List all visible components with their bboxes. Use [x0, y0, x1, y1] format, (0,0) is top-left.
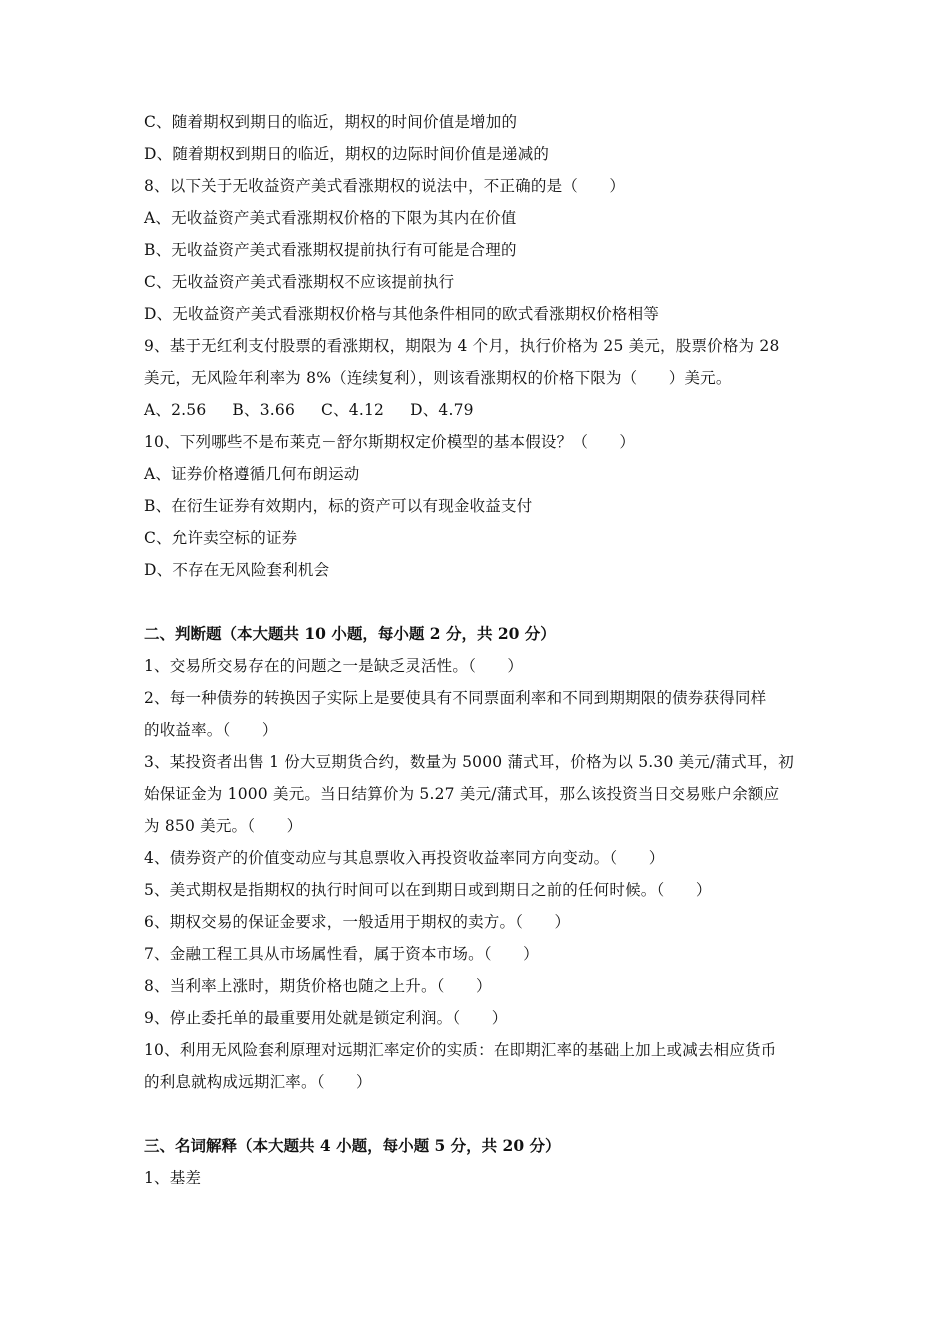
tf-q3-line1: 3、某投资者出售 1 份大豆期货合约，数量为 5000 蒲式耳，价格为以 5.30 美元/蒲式耳，初 [144, 753, 794, 771]
q9-stem-line2: 美元，无风险年利率为 8%（连续复利），则该看涨期权的价格下限为（ ）美元。 [144, 369, 732, 387]
q10-option-b: B、在衍生证券有效期内，标的资产可以有现金收益支付 [144, 497, 533, 515]
q8-option-c: C、无收益资产美式看涨期权不应该提前执行 [144, 273, 455, 291]
tf-q7: 7、金融工程工具从市场属性看，属于资本市场。（ ） [144, 945, 539, 963]
tf-q3-line2: 始保证金为 1000 美元。当日结算价为 5.27 美元/蒲式耳，那么该投资当日交易账户余额应 [144, 785, 780, 803]
tf-q2-line2: 的收益率。（ ） [144, 721, 278, 739]
tf-q6: 6、期权交易的保证金要求，一般适用于期权的卖方。（ ） [144, 913, 571, 931]
q10-option-d: D、不存在无风险套利机会 [144, 561, 330, 579]
q8-stem: 8、以下关于无收益资产美式看涨期权的说法中，不正确的是（ ） [144, 177, 626, 195]
q7-option-d: D、随着期权到期日的临近，期权的边际时间价值是递减的 [144, 145, 550, 163]
tf-q8: 8、当利率上涨时，期货价格也随之上升。（ ） [144, 977, 492, 995]
q10-option-a: A、证券价格遵循几何布朗运动 [144, 465, 360, 483]
q9-option-d: D、4.79 [410, 401, 474, 419]
q8-option-b: B、无收益资产美式看涨期权提前执行有可能是合理的 [144, 241, 517, 259]
tf-q10-line2: 的利息就构成远期汇率。（ ） [144, 1073, 372, 1091]
tf-q2-line1: 2、每一种债券的转换因子实际上是要使具有不同票面利率和不同到期期限的债券获得同样 [144, 689, 767, 707]
tf-q3-line3: 为 850 美元。（ ） [144, 817, 303, 835]
tf-q4: 4、债券资产的价值变动应与其息票收入再投资收益率同方向变动。（ ） [144, 849, 665, 867]
q9-option-a: A、2.56 [144, 401, 207, 419]
section-spacer [144, 1098, 814, 1130]
section2-heading: 二、判断题（本大题共 10 小题，每小题 2 分，共 20 分） [144, 624, 556, 643]
q7-option-c: C、随着期权到期日的临近，期权的时间价值是增加的 [144, 113, 518, 131]
q10-option-c: C、允许卖空标的证券 [144, 529, 298, 547]
q8-option-d: D、无收益资产美式看涨期权价格与其他条件相同的欧式看涨期权价格相等 [144, 305, 660, 323]
section3-heading: 三、名词解释（本大题共 4 小题，每小题 5 分，共 20 分） [144, 1136, 561, 1155]
section-spacer [144, 586, 814, 618]
tf-q10-line1: 10、利用无风险套利原理对远期汇率定价的实质：在即期汇率的基础上加上或减去相应货币 [144, 1041, 777, 1059]
tf-q9: 9、停止委托单的最重要用处就是锁定利润。（ ） [144, 1009, 508, 1027]
q8-option-a: A、无收益资产美式看涨期权价格的下限为其内在价值 [144, 209, 517, 227]
tf-q5: 5、美式期权是指期权的执行时间可以在到期日或到期日之前的任何时候。（ ） [144, 881, 712, 899]
q9-option-b: B、3.66 [232, 401, 296, 419]
q9-options [144, 394, 814, 426]
q9-stem-line1: 9、基于无红利支付股票的看涨期权，期限为 4 个月，执行价格为 25 美元，股票价格为 28 [144, 337, 780, 355]
term-q1: 1、基差 [144, 1169, 202, 1187]
q9-option-c: C、4.12 [321, 401, 385, 419]
document-content [144, 106, 814, 1194]
tf-q1: 1、交易所交易存在的问题之一是缺乏灵活性。（ ） [144, 657, 524, 675]
q10-stem: 10、下列哪些不是布莱克－舒尔斯期权定价模型的基本假设？（ ） [144, 433, 636, 451]
